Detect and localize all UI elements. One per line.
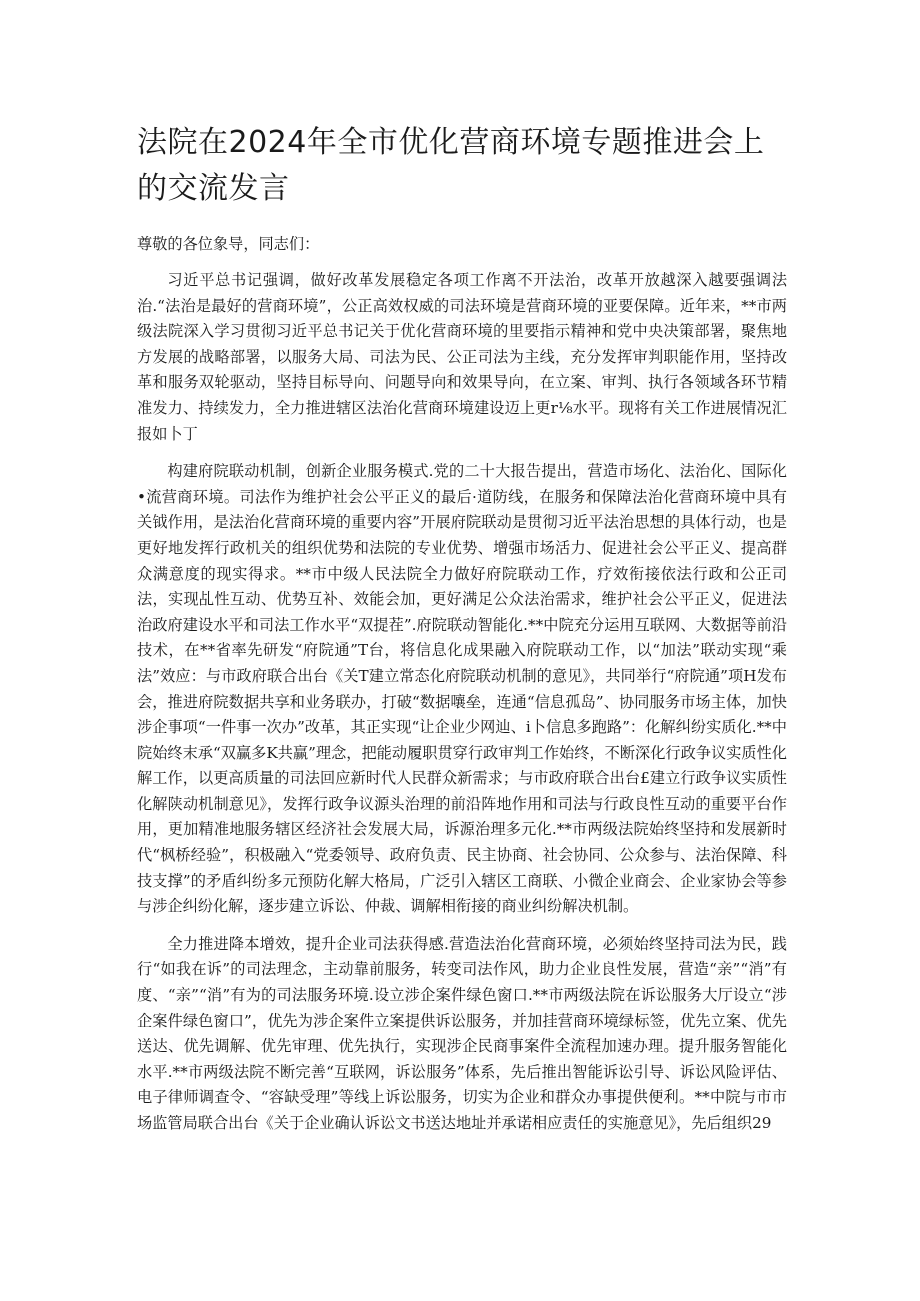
paragraph-cost-efficiency: 全力推进降本增效，提升企业司法获得感.营造法治化营商环境，必须始终坚持司法为民，践行“如我在诉”的司法理念，主动靠前服务，转变司法作风，助力企业良性发展，营造“亲”“消”有度、“亲”“消”有为的司法服务环境.设立涉企案件绿色窗口.**市两级法院在诉讼服务大厅设立“涉企案件绿色窗口”，优先为涉企案件立案提供诉讼服务，并加挂营商环境绿标签，优先立案、优先送达、优先调解、优先审理、优先执行，实现涉企民商事案件全流程加速办理。提升服务智能化水平.**市两级法院不断完善“互联网，诉讼服务”体系，先后推出智能诉讼引导、诉讼风险评估、电子律师调查令、“容缺受理”等线上诉讼服务，切实为企业和群众办事提供便利。**中院与市市场监管局联合出台《关于企业确认诉讼文书送达地址并承诺相应责任的实施意见》，先后组织29 [137, 934, 787, 1132]
document-title: 法院在2024年全市优化营商环境专题推进会上的交流发言 [137, 125, 765, 206]
document-page [137, 120, 787, 1149]
paragraph-intro: 习近平总书记强调，做好改革发展稳定各项工作离不开法治，改革开放越深入越要强调法治.“法治是最好的营商环境”，公正高效权威的司法环境是营商环境的亚要保障。近年来，**市两级法院深入学习贯彻习近平总书记关于优化营商环境的里要指示精神和党中央决策部署，聚焦地方发展的战略部署，以服务大局、司法为民、公正司法为主线，充分发挥审判职能作用，坚持改革和服务双轮驱动，坚持目标导向、问题导向和效果导向，在立案、审判、执行各领域各环节精准发力、持续发力，全力推进辖区法治化营商环境建设迈上更r⅛水平。现将有关工作进展情况汇报如卜丁 [137, 271, 787, 443]
paragraph-linkage-mechanism: 构建府院联动机制，创新企业服务模式.党的二十大报告提出，营造市场化、法治化、国际化•流营商环境。司法作为维护社会公平正义的最后·道防线，在服务和保障法治化营商环境中具有关钺作用，是法治化营商环境的重要内容”开展府院联动是贯彻习近平法治思想的具体行动，也是更好地发挥行政机关的组织优势和法院的专业优势、增强市场活力、促进社会公平正义、提高群众满意度的现实得求。**市中级人民法院全力做好府院联动工作，疗效衔接依法行政和公正司法，实现乩性互动、优势互补、效能会加，更好满足公众法治需求，维护社会公平正义，促进法治政府建设水平和司法工作水平“双提茬”.府院联动智能化.**中院充分运用互联网、大数据等前沿技术，在**省率先研发“府院通”T台，将信息化成果融入府院联动工作，以“加法”联动实现“乘法”效应：与市政府联合出台《关T建立常态化府院联动机制的意见》，共同举行“府院通”项H发布会，推进府院数据共享和业务联办，打破“数据嚷垒，连通“信息孤岛”、协同服务市场主体，加快涉企事项“一件事一次办”改革，其正实现“让企业少网辿、i卜信息多跑路”：化解纠纷实质化.**中院始终末承“双赢多K共赢”理念，把能动履职贯穿行政审判工作始终，不断深化行政争议实质性化解工作，以更高质量的司法回应新时代人民群众新需求；与市政府联合出台£建立行政争议实质性化解陕动机制意见》，发挥行政争议源头治理的前沿阵地作用和司法与行政良性互动的重要平台作用，更加精准地服务辖区经济社会发展大局，诉源治理多元化.**市两级法院始终坚持和发展新时代“枫桥经验”，积极融入“党委领导、政府负责、民主协商、社会协同、公众参与、法治保障、科技支撑”的矛盾纠纷多元预防化解大格局，广泛引入辖区工商联、小微企业商会、企业家协会等参与涉企纠纷化解，逐步建立诉讼、仲裁、调解相衔接的商业纠纷解决机制。 [137, 462, 787, 916]
salutation: 尊敬的各位象导，同志们： [137, 235, 320, 253]
